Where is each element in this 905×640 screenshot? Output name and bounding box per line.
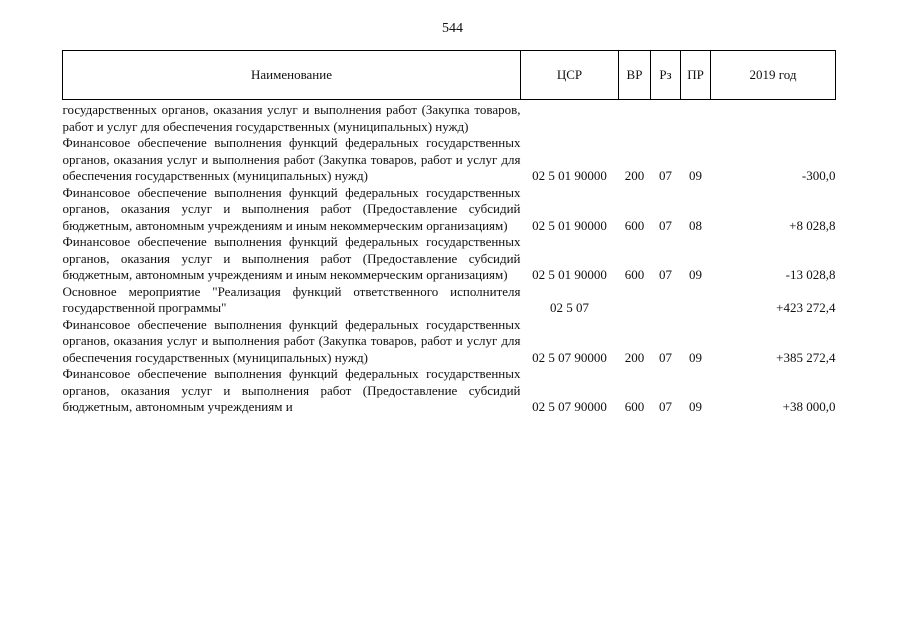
row-pr: 09 [689, 399, 702, 414]
table-row [63, 234, 836, 284]
row-amount: +38 000,0 [782, 399, 836, 414]
row-rz: 07 [659, 349, 672, 365]
table-header [63, 51, 836, 100]
row-rz: 07 [659, 399, 672, 414]
row-amount: +8 028,8 [789, 217, 836, 233]
row-csr: 02 5 01 90000 [532, 267, 607, 282]
row-name: Финансовое обеспечение выполнения функций федеральных государственных органов, оказания услуг и выполнения работ (Предоставление субсидий бюджетным, автономным учреждениям и иным некоммерческим организациям) [62, 184, 521, 233]
row-name: государственных органов, оказания услуг и выполнения работ (Закупка товаров, работ и услуг для обеспечения государственных (муниципальных) нужд) [62, 102, 521, 134]
row-amount: -300,0 [801, 168, 836, 183]
row-pr [681, 100, 711, 136]
row-pr: 08 [689, 217, 702, 233]
header-pr: ПР [681, 51, 711, 100]
header-vr: ВР [619, 51, 651, 100]
table-row [63, 185, 836, 235]
row-amount: -13 028,8 [785, 267, 836, 282]
row-rz [651, 100, 681, 136]
table-row [63, 100, 836, 136]
row-amount: +423 272,4 [776, 300, 836, 315]
row-name: Основное мероприятие "Реализация функций ответственного исполнителя государственной программы" [62, 283, 521, 315]
row-name: Финансовое обеспечение выполнения функций федеральных государственных органов, оказания услуг и выполнения работ (Предоставление субсидий бюджетным, автономным учреждениям и [62, 366, 521, 414]
row-pr: 09 [689, 168, 702, 183]
row-vr: 600 [624, 399, 645, 414]
header-csr: ЦСР [521, 51, 619, 100]
header-rz: Рз [651, 51, 681, 100]
table-row [63, 317, 836, 367]
row-vr: 200 [624, 168, 645, 183]
row-rz [651, 284, 681, 317]
row-rz: 07 [659, 217, 672, 233]
row-pr [681, 284, 711, 317]
row-csr: 02 5 07 90000 [532, 399, 607, 414]
header-name: Наименование [63, 51, 521, 100]
row-rz: 07 [659, 168, 672, 183]
row-vr [619, 284, 651, 317]
row-csr: 02 5 01 90000 [532, 217, 607, 233]
table-row [63, 284, 836, 317]
row-csr: 02 5 07 [550, 300, 589, 315]
header-year: 2019 год [711, 51, 836, 100]
row-name: Финансовое обеспечение выполнения функций федеральных государственных органов, оказания услуг и выполнения работ (Предоставление субсидий бюджетным, автономным учреждениям и иным некоммерческим организациям) [62, 234, 521, 282]
row-name: Финансовое обеспечение выполнения функций федеральных государственных органов, оказания услуг и выполнения работ (Закупка товаров, работ и услуг для обеспечения государственных (муниципальных) нужд) [62, 316, 521, 365]
row-pr: 09 [689, 349, 702, 365]
row-name: Финансовое обеспечение выполнения функций федеральных государственных органов, оказания услуг и выполнения работ (Закупка товаров, работ и услуг для обеспечения государственных (муниципальных) нужд) [62, 135, 521, 183]
row-pr: 09 [689, 267, 702, 282]
row-amount [711, 100, 836, 136]
row-vr: 200 [624, 349, 645, 365]
table-body [63, 100, 836, 416]
row-vr: 600 [624, 267, 645, 282]
row-csr: 02 5 07 90000 [532, 349, 607, 365]
table-row [63, 366, 836, 416]
page-number: 544 [442, 21, 463, 36]
row-rz: 07 [659, 267, 672, 282]
row-vr [619, 100, 651, 136]
row-csr: 02 5 01 90000 [532, 168, 607, 183]
row-vr: 600 [624, 217, 645, 233]
budget-table [62, 50, 836, 416]
row-csr [521, 100, 619, 136]
row-amount: +385 272,4 [776, 349, 836, 365]
table-row [63, 135, 836, 185]
